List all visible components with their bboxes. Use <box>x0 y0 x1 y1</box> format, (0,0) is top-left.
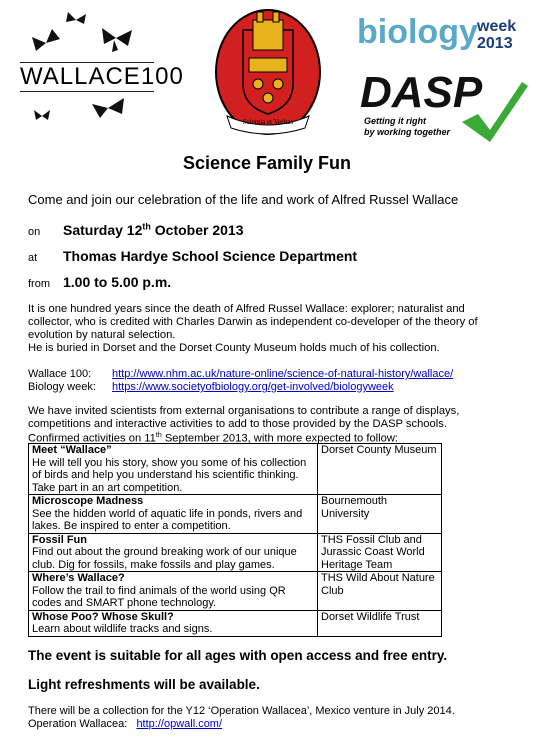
date-day: Saturday 12 <box>63 221 143 238</box>
invitation-paragraph: We have invited scientists from external organisations to contribute a range of displays, competitions and interactive activities to add to those provided by the DASP schools. <box>28 405 460 430</box>
activity-desc: Find out about the ground breaking work of our unique club. Dig for fossils, make fossils and play games. <box>32 546 297 571</box>
wallace100-link[interactable]: http://www.nhm.ac.uk/nature-online/science-of-natural-history/wallace/ <box>112 368 454 380</box>
biology-week-link[interactable]: https://www.societyofbiology.org/get-involved/biologyweek <box>112 381 394 393</box>
activity-cell <box>29 444 318 495</box>
motto-word-3: Veritas <box>273 118 294 126</box>
biology-week-label: week <box>477 18 517 35</box>
table-row <box>29 572 442 611</box>
biology-wordmark: biology <box>357 13 478 51</box>
dasp-tagline-2: by working together <box>364 127 451 137</box>
table-row <box>29 533 442 572</box>
motto-word-2: et <box>267 118 273 126</box>
link-label: Wallace 100: <box>28 368 92 380</box>
activity-title: Fossil Fun <box>32 533 87 546</box>
checkmark-icon <box>458 80 528 152</box>
org-cell: Dorset County Museum <box>318 444 442 495</box>
biology-week-logo <box>355 8 525 62</box>
wallace100-logo <box>18 8 184 128</box>
activity-cell <box>29 572 318 611</box>
activity-title: Microscope Madness <box>32 495 144 507</box>
table-row <box>29 610 442 636</box>
time-label: from <box>28 278 50 290</box>
org-cell: THS Wild About Nature Club <box>318 572 442 611</box>
venue-label: at <box>28 252 38 264</box>
opwall-row <box>28 718 222 731</box>
activity-desc: Learn about wildlife tracks and signs. <box>32 623 213 635</box>
date-label: on <box>28 225 41 238</box>
date-value <box>63 222 243 238</box>
access-note: The event is suitable for all ages with open access and free entry. <box>28 648 448 663</box>
collection-note: There will be a collection for the Y12 ‘Operation Wallacea’, Mexico venture in July 2014. <box>28 705 455 717</box>
activity-cell <box>29 533 318 572</box>
activity-title: Where’s Wallace? <box>32 572 125 584</box>
venue-value: Thomas Hardye School Science Department <box>63 248 358 264</box>
crest-motto <box>233 118 303 126</box>
activity-cell <box>29 495 318 534</box>
burial-paragraph: He is buried in Dorset and the Dorset County Museum holds much of his collection. <box>28 342 440 354</box>
history-paragraph: It is one hundred years since the death of Alfred Russel Wallace: explorer; naturalist and collector, who is credited with Charles Darwin as independent co-developer of the theory of evolution by natural selection. <box>28 303 478 341</box>
opwall-link[interactable]: http://opwall.com/ <box>136 718 223 730</box>
table-row <box>29 444 442 495</box>
intro-text: Come and join our celebration of the life and work of Alfred Russel Wallace <box>28 192 459 207</box>
activity-desc: See the hidden world of aquatic life in ponds, rivers and lakes. Be inspired to enter a competition. <box>32 507 303 532</box>
date-suffix: th <box>142 221 151 231</box>
motto-word-1: Scientia <box>242 118 266 126</box>
page-title: Science Family Fun <box>182 153 352 173</box>
org-cell: THS Fossil Club and Jurassic Coast World Heritage Team <box>318 533 442 572</box>
org-cell: Bournemouth University <box>318 495 442 534</box>
dasp-logo <box>358 70 528 154</box>
activity-cell <box>29 610 318 636</box>
confirmed-text: Confirmed activities on 11 <box>28 432 156 445</box>
table-row <box>29 495 442 534</box>
link-row-biology <box>28 381 453 394</box>
link-row-wallace <box>28 368 453 381</box>
activity-title: Meet “Wallace” <box>32 444 112 456</box>
date-month-year: October 2013 <box>150 221 244 238</box>
org-cell: Dorset Wildlife Trust <box>318 610 442 636</box>
school-crest <box>213 8 323 140</box>
wallace100-wordmark: WALLACE100 <box>20 63 184 90</box>
activity-desc: Follow the trail to find animals of the world using QR codes and SMART phone technology. <box>32 584 286 609</box>
activity-desc: He will tell you his story, show you some of his collection of birds and help you understand his scientific thinking. Take part in an art competition. <box>32 456 307 494</box>
venue-row <box>28 248 357 264</box>
dasp-tagline-1: Getting it right <box>364 116 426 126</box>
links-block <box>28 368 453 394</box>
time-value: 1.00 to 5.00 p.m. <box>63 274 172 290</box>
link-label: Biology week: <box>28 381 96 393</box>
biology-year-label: 2013 <box>477 35 513 52</box>
opwall-label: Operation Wallacea: <box>28 718 128 730</box>
date-row <box>28 221 243 238</box>
dasp-wordmark: DASP <box>360 68 483 117</box>
time-row <box>28 274 171 290</box>
confirmed-suffix: th <box>155 432 162 439</box>
refreshments-note: Light refreshments will be available. <box>28 677 260 692</box>
activity-title: Whose Poo? Whose Skull? <box>32 610 174 623</box>
activities-table <box>28 443 442 637</box>
confirmed-text-rest: September 2013, with more expected to follow: <box>161 432 399 445</box>
